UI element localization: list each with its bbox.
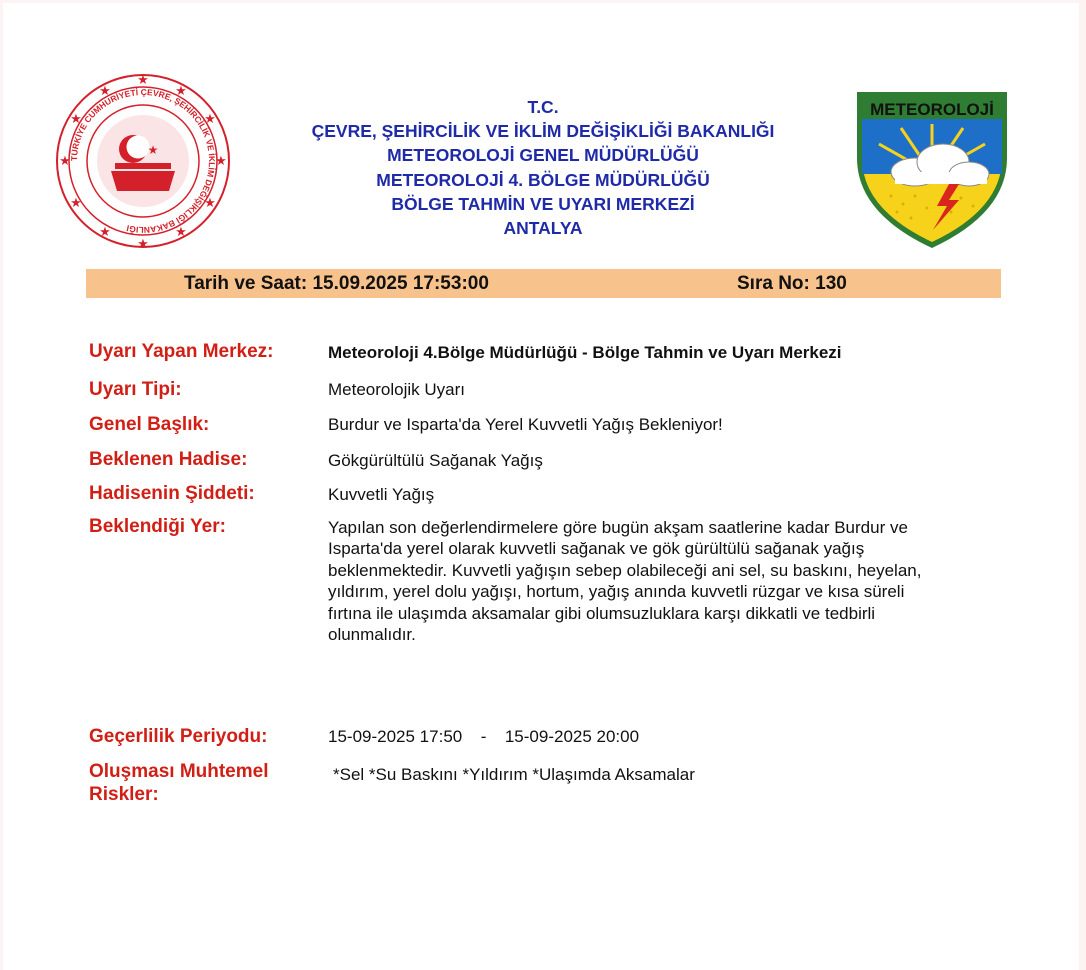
ministry-emblem-logo	[53, 71, 233, 251]
svg-text:★: ★	[147, 143, 159, 157]
svg-text:★: ★	[59, 153, 71, 168]
svg-text:★: ★	[215, 153, 227, 168]
risks-label-line: Riskler:	[89, 784, 159, 805]
warning-document	[3, 3, 1079, 970]
svg-text:★: ★	[70, 111, 82, 126]
field-value: Meteorolojik Uyarı	[328, 380, 465, 399]
svg-text:★: ★	[137, 72, 149, 87]
svg-text:★: ★	[175, 224, 187, 239]
field-label: Hadisenin Şiddeti:	[89, 483, 255, 504]
validity-separator: -	[480, 727, 487, 746]
field-label: Uyarı Tipi:	[89, 379, 182, 400]
field-label	[89, 760, 319, 806]
location-line: Yapılan son değerlendirmelere göre bugün akşam saatlerine kadar Burdur ve	[328, 518, 908, 537]
location-line: olunmalıdır.	[328, 625, 416, 645]
field-label: Geçerlilik Periyodu:	[89, 726, 268, 747]
field-label: Genel Başlık:	[89, 414, 210, 435]
header-line-tc: T.C.	[527, 97, 559, 117]
location-line: Isparta'da yerel olarak kuvvetli sağanak ve gök gürültülü sağanak yağış	[328, 539, 865, 559]
emblem-ring-text: TÜRKİYE CUMHURİYETİ ÇEVRE, ŞEHİRCİLİK VE İKLİM DEĞİŞİKLİĞİ BAKANLIĞI	[68, 86, 218, 236]
svg-text:★: ★	[204, 111, 216, 126]
validity-start: 15-09-2025 17:50	[328, 727, 463, 746]
svg-text:★: ★	[70, 195, 82, 210]
date-time-text: Tarih ve Saat: 15.09.2025 17:53:00	[184, 273, 489, 294]
field-label: Beklendiği Yer:	[89, 516, 226, 537]
header-line-ministry: ÇEVRE, ŞEHİRCİLİK VE İKLİM DEĞİŞİKLİĞİ BAKANLIĞI	[311, 121, 775, 142]
svg-text:★: ★	[204, 195, 216, 210]
header-line-center: BÖLGE TAHMİN VE UYARI MERKEZİ	[391, 193, 695, 214]
risks-label-line: Oluşması Muhtemel	[89, 761, 269, 782]
field-value	[328, 517, 988, 645]
svg-text:★: ★	[99, 224, 111, 239]
field-value: Meteoroloji 4.Bölge Müdürlüğü - Bölge Tahmin ve Uyarı Merkezi	[328, 343, 842, 362]
location-line: yıldırım, yerel dolu yağışı, hortum, yağış anında kuvvetli rüzgar ve kısa süreli	[328, 582, 905, 602]
field-value: *Sel *Su Baskını *Yıldırım *Ulaşımda Aksamalar	[333, 765, 695, 784]
header-line-city: ANTALYA	[503, 218, 583, 239]
meteoroloji-logo-text: METEOROLOJİ	[870, 100, 994, 119]
field-value: Gökgürültülü Sağanak Yağış	[328, 451, 543, 470]
svg-text:★: ★	[99, 83, 111, 98]
field-value: Kuvvetli Yağış	[328, 485, 435, 504]
svg-text:★: ★	[175, 83, 187, 98]
header-line-region: METEOROLOJİ 4. BÖLGE MÜDÜRLÜĞÜ	[376, 169, 710, 190]
header-titles	[263, 95, 823, 240]
svg-text:★: ★	[137, 236, 149, 251]
location-line: fırtına ile ulaşımda aksamalar gibi olumsuzluklara karşı dikkatli ve tedbirli	[328, 603, 876, 623]
meteoroloji-logo	[851, 88, 1013, 250]
location-line: beklenmektedir. Kuvvetli yağışın sebep olabileceği ani sel, su baskını, heyelan,	[328, 560, 922, 580]
validity-end: 15-09-2025 20:00	[504, 727, 640, 746]
field-label: Beklenen Hadise:	[89, 449, 248, 470]
date-sequence-bar	[86, 269, 1001, 298]
field-label: Uyarı Yapan Merkez:	[89, 341, 274, 362]
sequence-number-text: Sıra No: 130	[737, 273, 847, 294]
header-line-directorate: METEOROLOJİ GENEL MÜDÜRLÜĞÜ	[387, 145, 699, 166]
field-value	[328, 726, 988, 747]
field-value: Burdur ve Isparta'da Yerel Kuvvetli Yağış Bekleniyor!	[328, 415, 723, 434]
